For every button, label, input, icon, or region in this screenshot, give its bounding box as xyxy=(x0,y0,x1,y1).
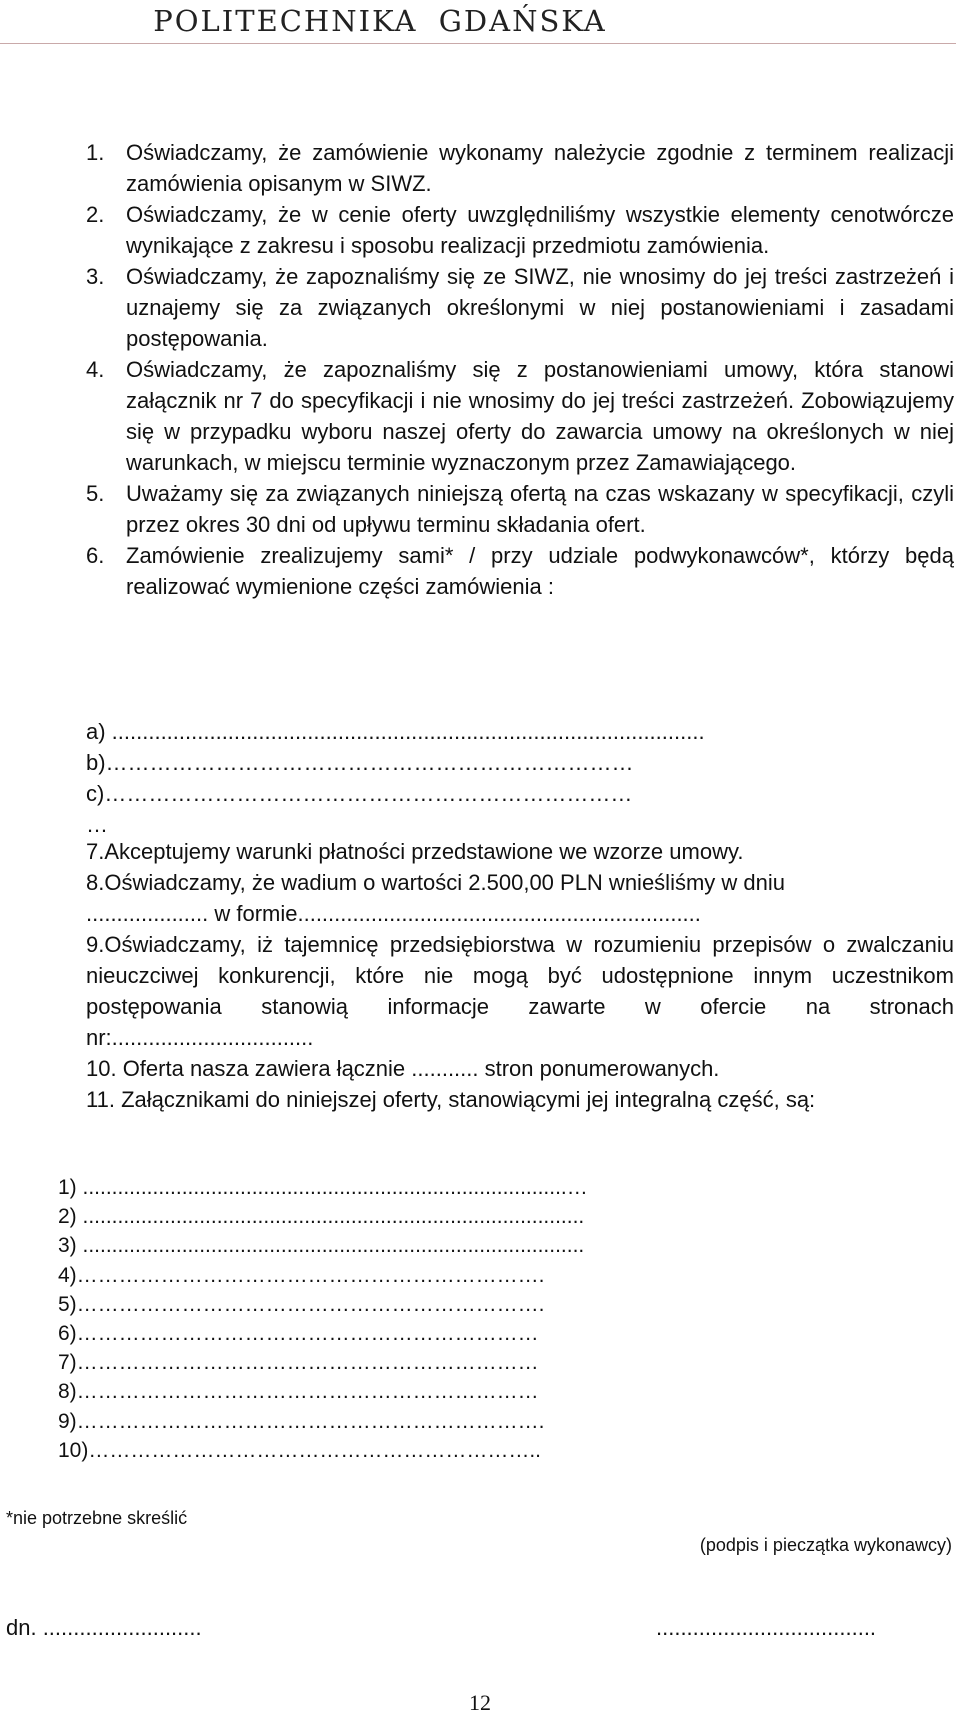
statement-text: Oświadczamy, że zapoznaliśmy się ze SIWZ, nie wnosimy do jej treści zastrzeżeń i uznajemy się za związanych określonymi w niej postanowieniami i zasadami postępowania. xyxy=(126,264,954,351)
statement-item xyxy=(86,199,954,261)
statement-number: 2. xyxy=(86,202,105,227)
page-number: 12 xyxy=(469,1690,491,1715)
subcontractor-parts-list xyxy=(86,716,954,840)
statement-text: Oświadczamy, że w cenie oferty uwzględniliśmy wszystkie elementy cenotwórcze wynikające z zakresu i sposobu realizacji przedmiotu zamówienia. xyxy=(126,202,954,258)
statement-item xyxy=(86,540,954,602)
statement-number: 1. xyxy=(86,140,105,165)
footnote: *nie potrzebne skreślić xyxy=(6,1508,188,1528)
statement-number: 5. xyxy=(86,481,105,506)
attachment-line: 9)…………………………………………………………. xyxy=(58,1409,545,1433)
subcontractor-line: a) ................................................................................................. xyxy=(86,719,705,744)
attachment-line: 4)…………………………………………………………. xyxy=(58,1263,545,1287)
subcontractor-line: … xyxy=(86,812,108,837)
attachment-line: 5)…………………………………………………………. xyxy=(58,1292,545,1316)
statement-text: Uważamy się za związanych niniejszą ofertą na czas wskazany w specyfikacji, czyli przez okres 30 dni od upływu terminu składania ofert. xyxy=(126,481,954,537)
statement-item xyxy=(86,137,954,199)
attachment-line: 8)………………………………………………………… xyxy=(58,1380,539,1404)
statement-number: 3. xyxy=(86,264,105,289)
statement-8-continued: .................... w formie.................................................................. xyxy=(86,901,701,926)
statement-number: 4. xyxy=(86,357,105,382)
further-statements xyxy=(86,836,954,1115)
signature-label: (podpis i pieczątka wykonawcy) xyxy=(699,1535,952,1555)
subcontractor-line: b)……………………………………………………………… xyxy=(86,750,634,775)
signature-field: .................................... xyxy=(656,1615,877,1640)
statement-item xyxy=(86,354,954,478)
attachment-line: 3) ...................................................................................... xyxy=(58,1234,585,1258)
statement-11: 11. Załącznikami do niniejszej oferty, stanowiącymi jej integralną część, są: xyxy=(86,1087,816,1112)
statement-text: Oświadczamy, że zamówienie wykonamy należycie zgodnie z terminem realizacji zamówienia opisanym w SIWZ. xyxy=(126,140,954,196)
attachment-line: 7)………………………………………………………… xyxy=(58,1351,539,1375)
statements-list xyxy=(86,137,954,602)
attachments-list xyxy=(58,1173,798,1465)
attachment-line: 6)………………………………………………………… xyxy=(58,1322,539,1346)
attachment-line: 2) ...................................................................................... xyxy=(58,1205,585,1229)
date-field: dn. .......................... xyxy=(6,1615,202,1640)
statement-10: 10. Oferta nasza zawiera łącznie ........... stron ponumerowanych. xyxy=(86,1056,720,1081)
attachment-line: 1) ...................................................................................… xyxy=(58,1176,588,1199)
statement-text: Zamówienie zrealizujemy sami* / przy udziale podwykonawców*, którzy będą realizować wymienione części zamówienia : xyxy=(126,543,954,599)
page-header xyxy=(0,0,960,46)
statement-9: 9.Oświadczamy, iż tajemnicę przedsiębiorstwa w rozumieniu przepisów o zwalczaniu nieuczciwej konkurencji, które nie mogą być udostępnione innym uczestnikom postępowania stanowią informacje zawarte w ofercie na stronach nr:................................. xyxy=(86,932,954,1050)
header-divider xyxy=(0,43,956,44)
statement-7: 7.Akceptujemy warunki płatności przedstawione we wzorze umowy. xyxy=(86,839,744,864)
subcontractor-line: c)……………………………………………………………… xyxy=(86,781,633,806)
attachment-line: 10)……………………………………………………….. xyxy=(58,1438,542,1462)
statement-item xyxy=(86,261,954,354)
statement-item xyxy=(86,478,954,540)
statement-number: 6. xyxy=(86,543,105,568)
statement-8: 8.Oświadczamy, że wadium o wartości 2.500,00 PLN wnieśliśmy w dniu xyxy=(86,870,785,895)
university-name: POLITECHNIKA GDAŃSKA xyxy=(153,4,607,38)
statement-text: Oświadczamy, że zapoznaliśmy się z postanowieniami umowy, która stanowi załącznik nr 7 do specyfikacji i nie wnosimy do jej treści zastrzeżeń. Zobowiązujemy się w przypadku wyboru naszej oferty do zawarcia umowy na określonych w niej warunkach, w miejscu terminie wyznaczonym przez Zamawiającego. xyxy=(126,357,954,475)
